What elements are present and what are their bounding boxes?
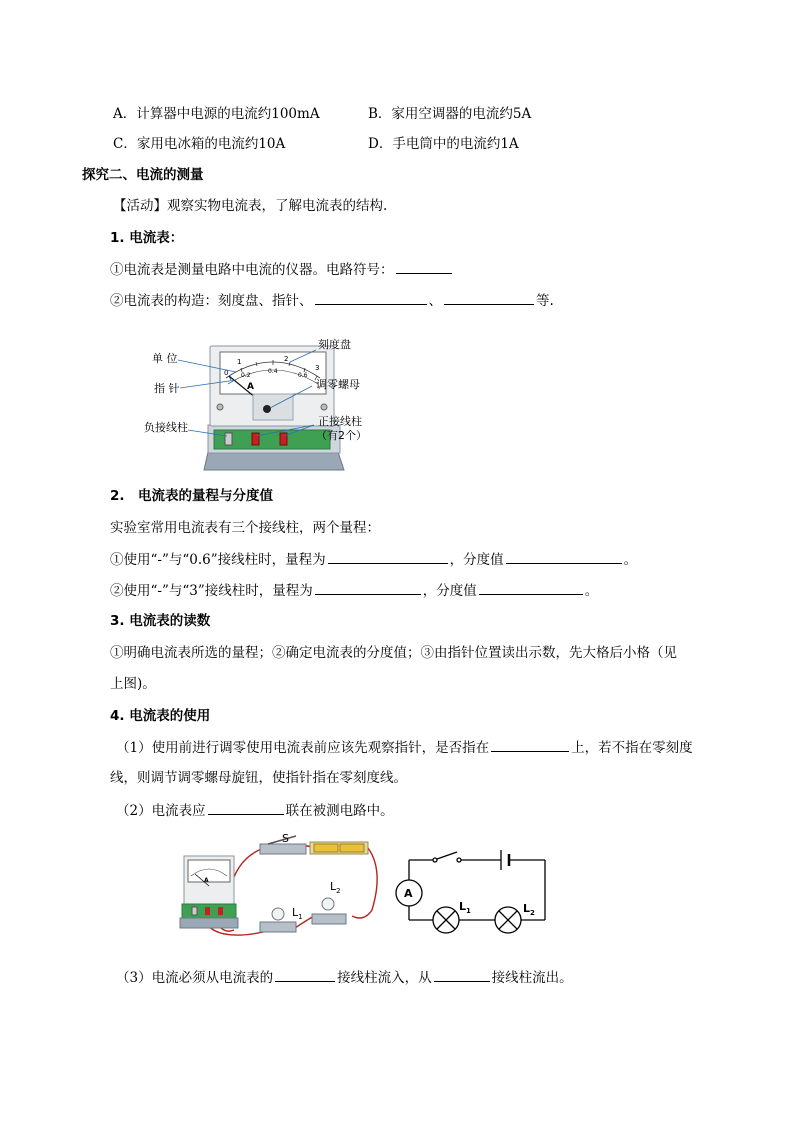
item4-p1-text: （1）使用前进行调零使用电流表前应该先观察指针，是否指在 <box>116 740 490 756</box>
item2-line1-text: ①使用“-”与“0.6”接线柱时，量程为 <box>110 552 326 568</box>
item4-p3-text: （3）电流必须从电流表的 <box>116 970 274 986</box>
tick-2: 2 <box>284 355 289 363</box>
item1-line1-text: ①电流表是测量电路中电流的仪器。电路符号： <box>110 262 394 278</box>
tick-1: 1 <box>237 358 242 366</box>
label-pos-count: （有2个） <box>316 429 367 442</box>
option-b: B．家用空调器的电流约5A <box>368 106 532 122</box>
label-pos-terminal: 正接线柱 <box>318 415 362 428</box>
option-d: D．手电筒中的电流约1A <box>368 136 519 152</box>
item1-line2-text: ②电流表的构造：刻度盘、指针、 <box>110 293 313 309</box>
item2-line2-mid: ，分度值 <box>422 583 477 599</box>
label-dial: 刻度盘 <box>318 338 351 351</box>
item2-title: 2. 电流表的量程与分度值 <box>110 488 274 504</box>
item4-p3-end: 接线柱流出。 <box>491 970 573 986</box>
item1-line2 <box>110 290 554 311</box>
label-unit: 单 位 <box>152 352 178 365</box>
option-a: A．计算器中电源的电流约100mA <box>113 106 320 122</box>
label-pointer: 指 针 <box>154 382 180 395</box>
item2-intro: 实验室常用电流表有三个接线柱，两个量程： <box>110 520 380 536</box>
tick-3: 3 <box>315 364 320 372</box>
item4-p1-line2: 线，则调节调零螺母旋钮，使指针指在零刻度线。 <box>110 770 407 786</box>
item4-p3-mid: 接线柱流入，从 <box>337 970 432 986</box>
tick-0-6: 0.6 <box>298 372 308 379</box>
tick-0-4: 0.4 <box>268 368 278 375</box>
circuit-diagram <box>395 840 555 942</box>
diagram-l2: $L_2$ <box>523 902 535 917</box>
item4-p1-end: 上，若不指在零刻度 <box>571 740 693 756</box>
item4-p2-end: 联在被测电路中。 <box>285 803 394 819</box>
item3-line1: ①明确电流表所选的量程；②确定电流表的分度值；③由指针位置读出示数，先大格后小格（见 <box>110 645 677 661</box>
photo-l2: $L_2$ <box>330 880 341 895</box>
answer-blank-connection[interactable] <box>208 800 284 815</box>
diagram-l1: $L_1$ <box>459 900 471 915</box>
item4-p2-text: （2）电流表应 <box>116 803 206 819</box>
answer-blank-symbol[interactable] <box>396 259 452 274</box>
item2-line1-mid: ，分度值 <box>449 552 504 568</box>
answer-blank-range-06[interactable] <box>328 549 448 564</box>
ammeter-figure <box>140 332 390 477</box>
photo-l1: $L_1$ <box>292 906 303 921</box>
item4-p3 <box>116 967 573 988</box>
answer-blank-inflow[interactable] <box>275 967 335 982</box>
answer-blank-part1[interactable] <box>315 290 427 305</box>
item4-p2 <box>116 800 394 821</box>
answer-blank-part2[interactable] <box>444 290 534 305</box>
label-zero-knob: 调零螺母 <box>316 378 360 391</box>
section-heading: 探究二、电流的测量 <box>82 167 204 183</box>
item1-line2-sep: 、 <box>428 293 442 309</box>
answer-blank-zero-line[interactable] <box>491 737 569 752</box>
item2-line2-end: 。 <box>584 583 599 599</box>
unit-letter: A <box>247 382 254 392</box>
item2-line2-text: ②使用“-”与“3”接线柱时，量程为 <box>110 583 313 599</box>
answer-blank-division-3[interactable] <box>479 580 583 595</box>
item2-line1-end: 。 <box>623 552 638 568</box>
item2-line1 <box>110 549 637 570</box>
tick-0: 0 <box>224 369 229 377</box>
switch-label: S <box>282 832 289 845</box>
item1-line1 <box>110 259 454 280</box>
item3-line2: 上图)。 <box>110 676 156 692</box>
item2-line2 <box>110 580 598 601</box>
answer-blank-range-3[interactable] <box>315 580 421 595</box>
item4-p1 <box>116 737 693 758</box>
answer-blank-outflow[interactable] <box>434 967 490 982</box>
option-c: C．家用电冰箱的电流约10A <box>113 136 286 152</box>
tick-0-2: 0.2 <box>241 372 251 379</box>
circuit-photo-figure <box>172 830 387 945</box>
svg-text:A: A <box>204 877 209 884</box>
item3-title: 3. 电流表的读数 <box>110 613 211 629</box>
answer-blank-division-06[interactable] <box>506 549 622 564</box>
item1-title: 1. 电流表： <box>110 230 184 246</box>
label-neg-terminal: 负接线柱 <box>144 421 188 434</box>
item1-line2-end: 等. <box>536 293 554 309</box>
diagram-ammeter: A <box>404 887 413 900</box>
activity-line: 【活动】观察实物电流表，了解电流表的结构. <box>113 198 388 214</box>
item4-title: 4. 电流表的使用 <box>110 708 211 724</box>
